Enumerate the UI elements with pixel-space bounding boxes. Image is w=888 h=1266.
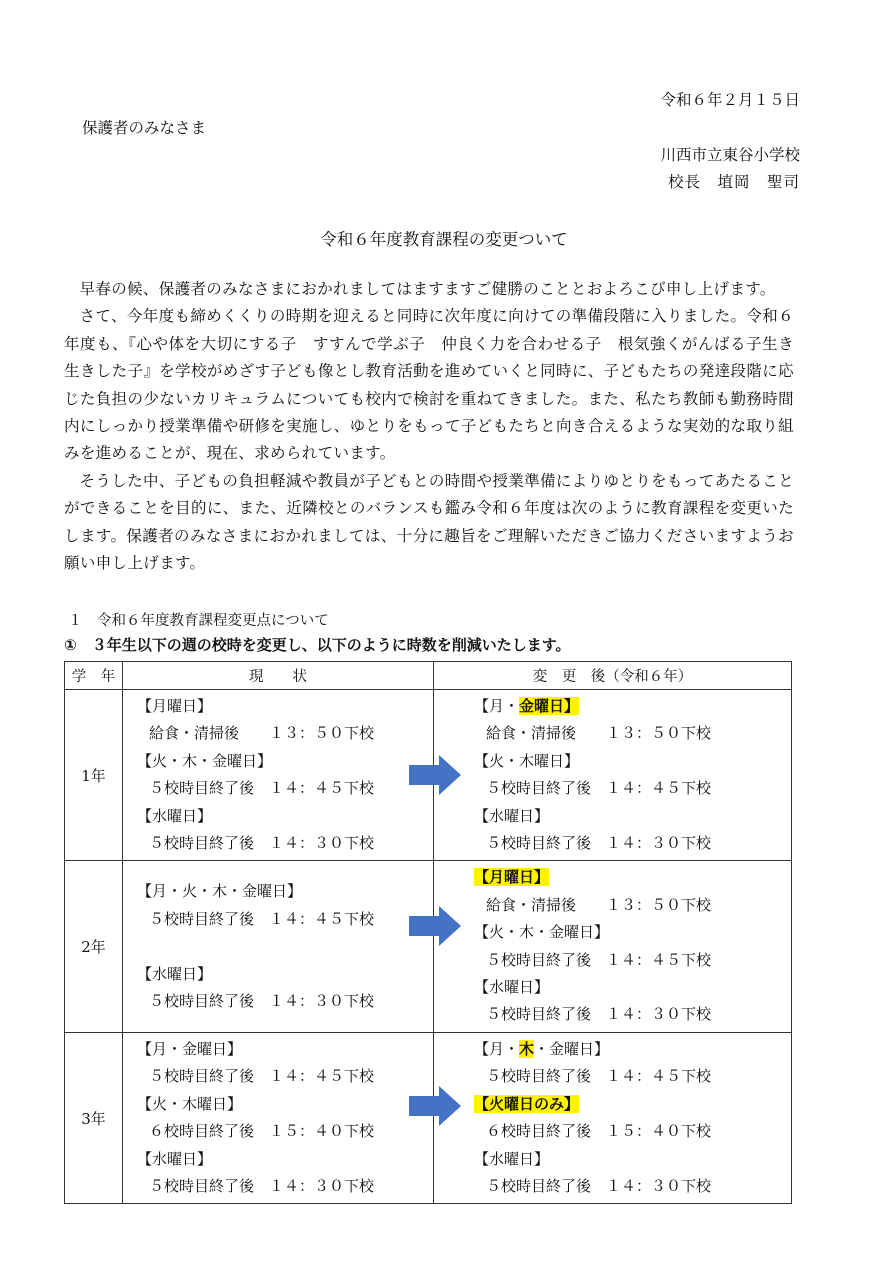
dismissal-line: 給食・清掃後 １３：５０下校: [486, 724, 712, 743]
grade-cell: 3年: [65, 1032, 123, 1203]
day-heading: 【水曜日】: [137, 964, 213, 983]
day-heading: [474, 693, 791, 720]
table-row: [65, 690, 792, 861]
dismissal-line: ５校時目終了後 １４：３０下校: [486, 834, 712, 853]
day-heading: 【水曜日】: [474, 806, 550, 825]
day-heading: [474, 1036, 791, 1063]
dismissal-line: 給食・清掃後 １３：５０下校: [486, 895, 712, 914]
day-heading: 【水曜日】: [137, 806, 213, 825]
dismissal-line: ５校時目終了後 １４：３０下校: [149, 834, 375, 853]
dismissal-line: ５校時目終了後 １４：４５下校: [149, 779, 375, 798]
day-heading: 【水曜日】: [474, 978, 550, 997]
dismissal-line: ５校時目終了後 １４：３０下校: [149, 992, 375, 1011]
day-heading-text: 【月・: [474, 1039, 520, 1058]
day-heading: 【月曜日】: [137, 697, 213, 715]
highlighted-change: 【月曜日】: [474, 868, 550, 887]
header-grade: 学 年: [65, 662, 123, 690]
day-heading: 【火・木曜日】: [137, 1094, 243, 1113]
day-heading: 【火・木曜日】: [474, 751, 580, 770]
highlighted-change: 【火曜日のみ】: [474, 1094, 580, 1113]
body-paragraph: そうした中、子どもの負担軽減や教員が子どもとの時間や授業準備によりゆとりをもってあたることができることを目的に、また、近隣校とのバランスも鑑み令和６年度は次のように教育課程を変更いたします。保護者のみなさまにおかれましては、十分に趣旨をご理解いただきご協力くださいますようお願い申し上げます。: [64, 471, 794, 573]
document-date: 令和６年２月１５日: [660, 91, 800, 109]
document-title: 令和６年度教育課程の変更ついて: [320, 230, 568, 249]
day-heading-text: ・金曜日】: [534, 1039, 610, 1058]
after-cell: [434, 1032, 792, 1203]
after-cell: [434, 690, 792, 861]
current-cell: [123, 861, 434, 1032]
day-heading: 【月・火・木・金曜日】: [137, 882, 303, 901]
header-current: 現 状: [123, 662, 434, 690]
schedule-table: [64, 661, 792, 1204]
dismissal-line: ５校時目終了後 １４：３０下校: [149, 1176, 375, 1195]
highlighted-change: 金曜日】: [519, 697, 580, 715]
highlighted-change: 木: [519, 1039, 535, 1058]
dismissal-line: ５校時目終了後 １４：３０下校: [486, 1176, 712, 1195]
dismissal-line: ６校時目終了後 １５：４０下校: [149, 1122, 375, 1141]
right-arrow-icon: [409, 906, 461, 946]
dismissal-line: 給食・清掃後 １３：５０下校: [149, 724, 375, 743]
body-text: [64, 276, 794, 577]
grade-cell: 1年: [65, 690, 123, 861]
day-heading: 【水曜日】: [474, 1149, 550, 1168]
dismissal-line: ５校時目終了後 １４：４５下校: [486, 950, 712, 969]
right-arrow-icon: [409, 1086, 461, 1126]
table-row: [65, 861, 792, 1032]
school-name: 川西市立東谷小学校: [660, 146, 800, 164]
body-paragraph: 早春の候、保護者のみなさまにおかれましてはますますご健勝のこととおよろこび申し上げます。: [79, 280, 776, 298]
right-arrow-icon: [409, 755, 461, 795]
dismissal-line: ５校時目終了後 １４：４５下校: [149, 909, 375, 928]
addressee: 保護者のみなさま: [82, 119, 207, 137]
day-heading: 【火・木・金曜日】: [137, 751, 273, 770]
dismissal-line: ５校時目終了後 １４：４５下校: [149, 1067, 375, 1086]
principal-name: 校長 埴岡 聖司: [667, 173, 800, 191]
dismissal-line: ５校時目終了後 １４：４５下校: [486, 1067, 712, 1086]
day-heading: [474, 864, 791, 891]
day-heading: 【月・金曜日】: [137, 1039, 243, 1058]
header-after: 変 更 後（令和６年）: [434, 662, 792, 690]
dismissal-line: ５校時目終了後 １４：３０下校: [486, 1005, 712, 1024]
body-paragraph: さて、今年度も締めくくりの時期を迎えると同時に次年度に向けての準備段階に入りました。令和６年度も、『心や体を大切にする子 すすんで学ぶ子 仲良く力を合わせる子 根気強くがんばる子生き生きした子』を学校がめざす子ども像とし教育活動を進めていくと同時に、子どもたちの発達段階に応じた負担の少ないカリキュラムについても校内で検討を重ねてきました。また、私たち教師も勤務時間内にしっかり授業準備や研修を実施し、ゆとりをもって子どもたちと向き合えるような実効的な取り組みを進めることが、現在、求められています。: [64, 307, 794, 463]
day-heading: [474, 1091, 791, 1118]
table-header-row: [65, 662, 792, 690]
current-cell: [123, 1032, 434, 1203]
day-heading-text: 【月・: [474, 697, 520, 715]
section-heading: １ 令和６年度教育課程変更点について: [68, 613, 329, 629]
table-row: [65, 1032, 792, 1203]
dismissal-line: ５校時目終了後 １４：４５下校: [486, 779, 712, 798]
day-heading: 【火・木・金曜日】: [474, 923, 610, 942]
after-cell: [434, 861, 792, 1032]
section-subheading: ① ３年生以下の週の校時を変更し、以下のように時数を削減いたします。: [64, 636, 571, 654]
grade-cell: 2年: [65, 861, 123, 1032]
day-heading: 【水曜日】: [137, 1149, 213, 1168]
current-cell: [123, 690, 434, 861]
dismissal-line: ６校時目終了後 １５：４０下校: [486, 1122, 712, 1141]
